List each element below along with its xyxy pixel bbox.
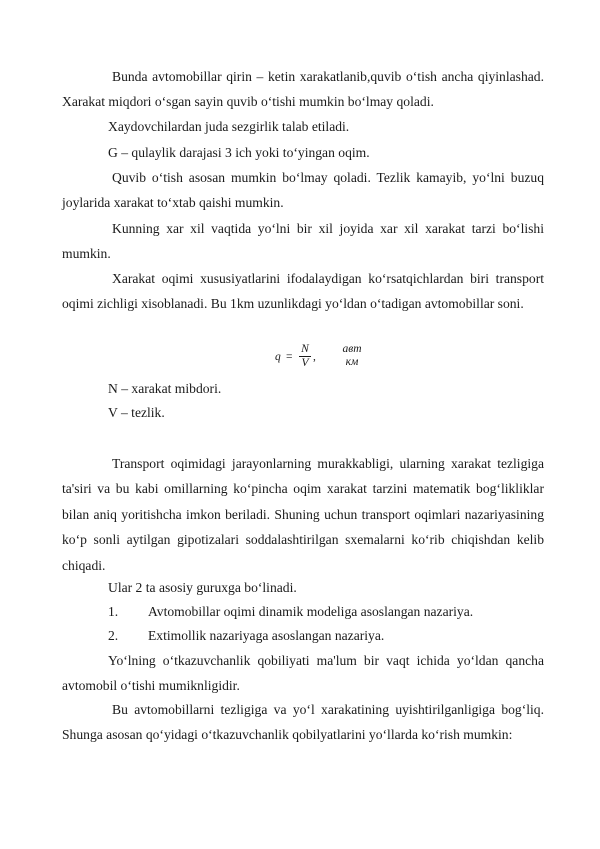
paragraph-two-groups: Ular 2 ta asosiy guruxga bo‘linadi. <box>108 580 297 595</box>
definition-n: N – xarakat mibdori. <box>108 381 222 396</box>
list-item <box>108 599 473 624</box>
list-item-text: Extimollik nazariyaga asoslangan nazariya. <box>148 628 385 643</box>
paragraph-road-capacity: Yo‘lning o‘tkazuvchanlik qobiliyati ma'lum bir vaqt ichida yo‘ldan qancha avtomobil o‘tishi mumiknligidir. <box>62 653 544 694</box>
paragraph-overtaking: Bunda avtomobillar qirin – ketin xarakatlanib,quvib o‘tish ancha qiyinlashad. Xarakat miqdori o‘sgan sayin quvib o‘tishi mumkin bo‘lmay qoladi. <box>62 69 544 110</box>
definition-v: V – tezlik. <box>108 405 165 420</box>
paragraph-driver-sensitivity: Xaydovchilardan juda sezgirlik talab etiladi. <box>108 119 350 134</box>
formula-equals: = <box>286 351 293 363</box>
formula-unit-top: авт <box>342 343 362 355</box>
paragraph-comfort-level-g: G – qulaylik darajasi 3 ich yoki to‘yingan oqim. <box>108 145 370 160</box>
formula-numerator: N <box>299 343 311 357</box>
list-item-number: 1. <box>108 604 119 619</box>
formula-unit <box>338 343 366 369</box>
paragraph-daily-variation: Kunning xar xil vaqtida yo‘lni bir xil joyida xar xil xarakat tarzi bo‘lishi mumkin. <box>62 221 544 262</box>
paragraph-flow-complexity: Transport oqimidagi jarayonlarning murakkabligi, ularning xarakat tezligiga ta'siri va bu kabi omillarning ko‘pincha oqim xarakat tarzini matematik bog‘likliklar bilan aniq yoritishcha imkon beriladi. Shuning uchun transport oqimlari nazariyasining ko‘p sonli aytilgan gipotizalari soddalashtirilgan sxemalarni ko‘rib chiqishdan kelib chiqadi. <box>62 456 544 573</box>
list-item-text: Avtomobillar oqimi dinamik modeliga asoslangan nazariya. <box>148 604 474 619</box>
formula-unit-bottom: км <box>345 356 359 368</box>
list-item-number: 2. <box>108 628 119 643</box>
formula-comma: , <box>313 351 316 363</box>
formula-lhs: q <box>275 351 281 363</box>
formula-denominator: V <box>301 357 309 369</box>
paragraph-flow-density: Xarakat oqimi xususiyatlarini ifodalaydigan ko‘rsatqichlardan biri transport oqimi zichligi xisoblanadi. Bu 1km uzunlikdagi yo‘ldan o‘tadigan avtomobillar soni. <box>62 271 544 312</box>
paragraph-speed-reduction: Quvib o‘tish asosan mumkin bo‘lmay qoladi. Tezlik kamayib, yo‘lni buzuq joylarida xarakat to‘xtab qaishi mumkin. <box>62 170 544 211</box>
paragraph-capacity-dependence: Bu avtomobillarni tezligiga va yo‘l xarakatining uyishtirilganligiga bog‘liq. Shunga asosan qo‘yidagi o‘tkazuvchanlik qobilyatlarini yo‘llarda ko‘rish mumkin: <box>62 702 544 743</box>
list-item <box>108 623 384 648</box>
density-formula <box>275 343 395 371</box>
formula-fraction <box>299 343 311 370</box>
